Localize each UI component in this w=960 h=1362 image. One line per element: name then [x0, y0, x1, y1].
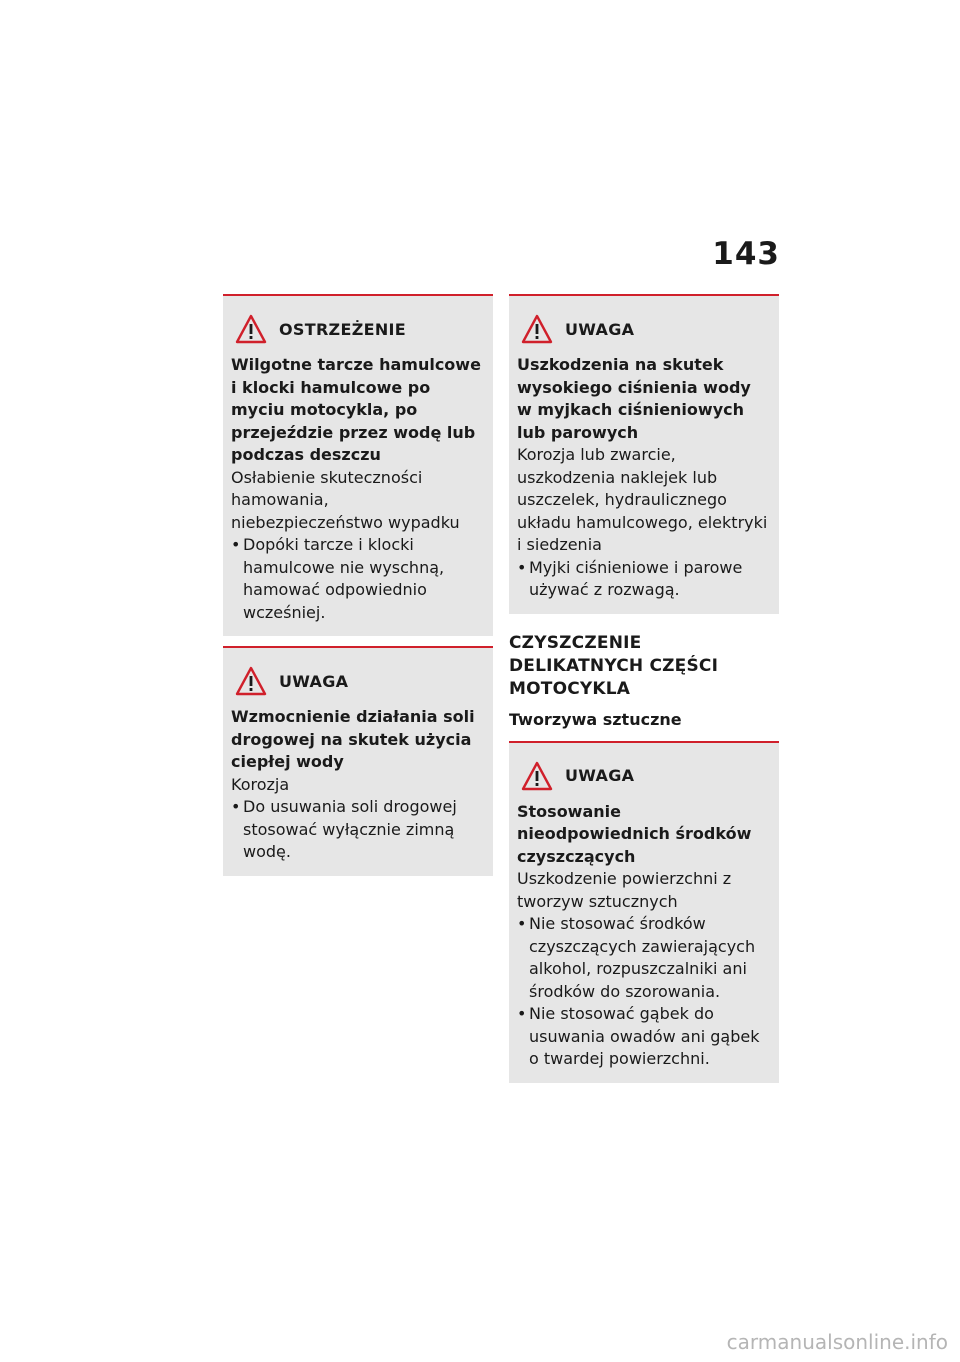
- box-text: Uszkodzenie powierzchni z tworzyw sztucznych: [517, 869, 732, 911]
- box-text: Korozja lub zwarcie, uszkodzenia naklejek lub uszczelek, hydraulicznego układu hamulcowego, elektryki i siedzenia: [517, 445, 768, 554]
- sub-title: Tworzywa sztuczne: [509, 709, 682, 729]
- list-item: • Myjki ciśnieniowe i parowe używać z rozwagą.: [517, 557, 743, 599]
- section-title: CZYSZCZENIE DELIKATNYCH CZĘŚCI MOTOCYKLA: [509, 632, 719, 699]
- list-item: • Do usuwania soli drogowej stosować wyłącznie zimną wodę.: [231, 797, 457, 861]
- list-item: • Nie stosować gąbek do usuwania owadów ani gąbek o twardej powierzchni.: [517, 1004, 760, 1068]
- box-text: Osłabienie skuteczności hamowania, niebezpieczeństwo wypadku: [231, 467, 460, 532]
- right-column: [509, 294, 779, 1083]
- box-label: OSTRZEŻENIE: [279, 319, 406, 339]
- page-number: 143: [712, 236, 780, 272]
- box-title: Wzmocnienie działania soli drogowej na skutek użycia ciepłej wody: [231, 707, 475, 771]
- box-text: Korozja: [231, 774, 290, 794]
- warning-triangle-icon: [521, 314, 553, 344]
- notice-box: [509, 741, 779, 1083]
- box-title: Wilgotne tarcze hamulcowe i klocki hamulcowe po myciu motocykla, po przejeździe przez wodę lub podczas deszczu: [231, 355, 481, 464]
- warning-triangle-icon: [521, 761, 553, 791]
- list-item: • Nie stosować środków czyszczących zawierających alkohol, rozpuszczalniki ani środków do szorowania.: [517, 914, 756, 1001]
- list-item: • Dopóki tarcze i klocki hamulcowe nie wyschną, hamować odpowiednio wcześniej.: [231, 535, 445, 622]
- left-column: [223, 294, 493, 876]
- box-label: UWAGA: [565, 319, 635, 339]
- box-title: Stosowanie nieodpowiednich środków czyszczących: [517, 801, 752, 866]
- notice-box: [223, 646, 493, 876]
- warning-triangle-icon: [235, 666, 267, 696]
- warning-box: [223, 294, 493, 636]
- watermark: carmanualsonline.info: [726, 1330, 948, 1354]
- notice-box: [509, 294, 779, 614]
- box-label: UWAGA: [279, 671, 349, 691]
- box-label: UWAGA: [565, 766, 635, 785]
- box-title: Uszkodzenia na skutek wysokiego ciśnienia wody w myjkach ciśnieniowych lub parowych: [517, 355, 751, 442]
- warning-triangle-icon: [235, 314, 267, 344]
